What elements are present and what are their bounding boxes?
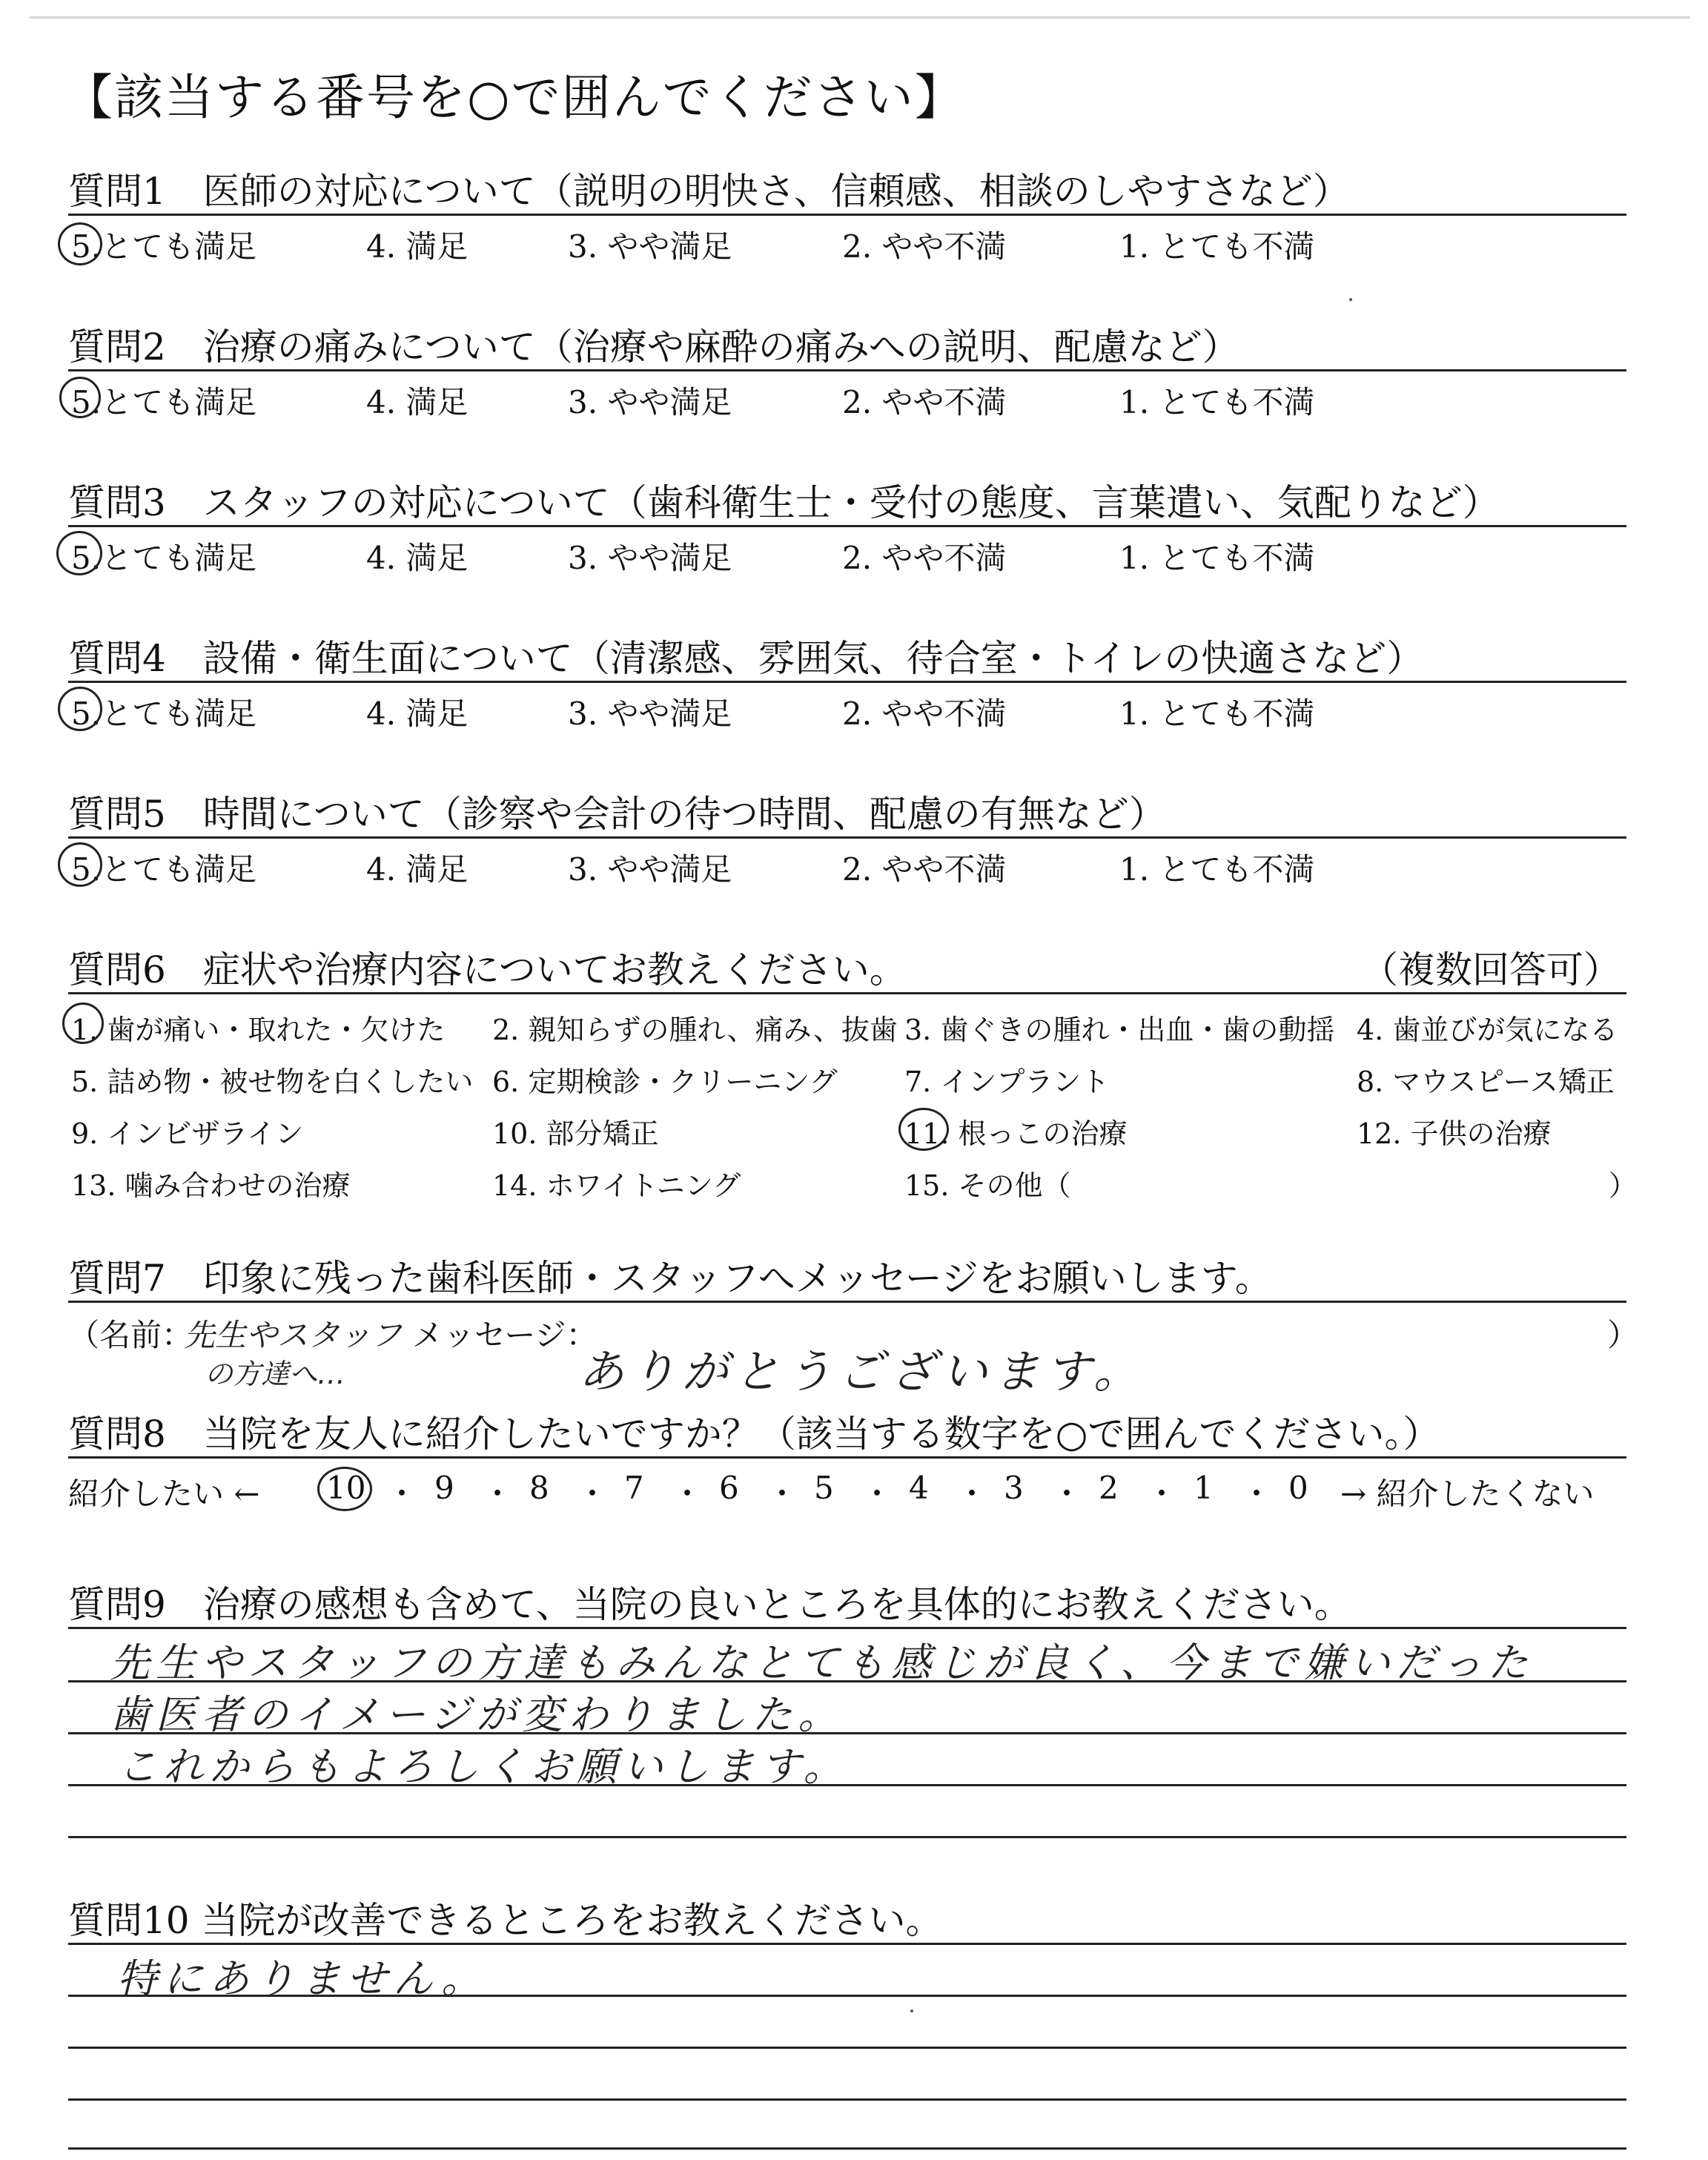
q8-sep: ・ [386, 1476, 418, 1512]
q6-option-9[interactable]: 9. インビザライン [71, 1117, 304, 1150]
question-3-rule [68, 525, 1626, 527]
q4-option-3[interactable]: 3. やや満足 [568, 696, 732, 732]
question-1-heading: 質問1 医師の対応について（説明の明快さ、信頼感、相談のしやすさなど） [68, 170, 1350, 213]
question-3-heading: 質問3 スタッフの対応について（歯科衛生士・受付の態度、言葉遣い、気配りなど） [68, 481, 1500, 524]
question-6-rule [68, 992, 1626, 994]
q6-other-close-paren: ） [1609, 1169, 1638, 1202]
q8-sep: ・ [956, 1476, 988, 1512]
q5-option-2[interactable]: 2. やや不満 [842, 851, 1007, 888]
question-1-rule [68, 214, 1626, 216]
q8-sep: ・ [861, 1476, 893, 1512]
q9-answer-line-2: 歯医者のイメージが変わりました。 [110, 1691, 844, 1738]
q1-option-2[interactable]: 2. やや不満 [842, 228, 1007, 265]
question-10-rule-3 [68, 2047, 1626, 2049]
q6-option-15[interactable]: 15. その他（ [904, 1169, 1071, 1202]
q4-option-4[interactable]: 4. 満足 [366, 696, 469, 732]
q3-option-2[interactable]: 2. やや不満 [842, 540, 1007, 576]
q1-option-3[interactable]: 3. やや満足 [568, 228, 732, 265]
q1-selection-circle [58, 222, 102, 265]
q5-selection-circle [58, 842, 102, 887]
q2-option-2[interactable]: 2. やや不満 [842, 384, 1007, 420]
question-10-rule-5 [68, 2147, 1626, 2150]
q8-sep: ・ [1051, 1476, 1083, 1512]
question-5-rule [68, 836, 1626, 839]
q6-option-2[interactable]: 2. 親知らずの腫れ、痛み、抜歯 [492, 1014, 898, 1046]
q8-sep: ・ [1146, 1476, 1178, 1512]
q6-option-5[interactable]: 5. 詰め物・被せ物を白くしたい [71, 1066, 474, 1098]
question-8-heading: 質問8 当院を友人に紹介したいですか？（該当する数字を○で囲んでください。） [68, 1413, 1440, 1456]
scan-edge [30, 16, 1690, 19]
q5-option-5[interactable]: 5.とても満足 [71, 851, 257, 888]
q8-scale-5[interactable]: 5 [814, 1470, 834, 1506]
q8-scale-4[interactable]: 4 [909, 1470, 929, 1506]
q3-option-4[interactable]: 4. 満足 [366, 540, 469, 576]
question-9-rule-5 [68, 1836, 1626, 1838]
question-6-multiple-note: （複数回答可） [1361, 948, 1621, 991]
q2-selection-circle [59, 377, 101, 418]
q6-option-1[interactable]: 1. 歯が痛い・取れた・欠けた [71, 1014, 446, 1046]
q5-option-1[interactable]: 1. とても不満 [1119, 851, 1315, 888]
q8-sep: ・ [672, 1476, 704, 1512]
q6-option-11[interactable]: 11. 根っこの治療 [904, 1117, 1128, 1150]
q1-option-4[interactable]: 4. 満足 [366, 228, 469, 265]
q10-answer-line-1: 特にありません。 [117, 1955, 488, 2002]
q8-scale-9[interactable]: 9 [434, 1470, 454, 1506]
q8-scale-2[interactable]: 2 [1099, 1470, 1119, 1506]
q8-sep: ・ [482, 1476, 514, 1512]
question-4-rule [68, 681, 1626, 683]
q9-answer-line-3: これからもよろしくお願いします。 [117, 1743, 850, 1790]
question-9-rule-1 [68, 1627, 1626, 1629]
q8-scale-6[interactable]: 6 [719, 1470, 739, 1506]
q8-sep: ・ [1241, 1476, 1273, 1512]
q4-selection-circle [58, 687, 102, 731]
question-5-heading: 質問5 時間について（診察や会計の待つ時間、配慮の有無など） [68, 793, 1166, 836]
q4-option-5[interactable]: 5.とても満足 [71, 696, 257, 732]
q6-option-14[interactable]: 14. ホワイトニング [492, 1169, 741, 1202]
q8-scale-10[interactable]: 10 [326, 1470, 366, 1506]
q4-option-1[interactable]: 1. とても不満 [1119, 696, 1315, 732]
q6-option-4[interactable]: 4. 歯並びが気になる [1357, 1014, 1618, 1046]
q6-selection-circle-11 [898, 1108, 949, 1151]
q6-option-3[interactable]: 3. 歯ぐきの腫れ・出血・歯の動揺 [904, 1014, 1335, 1046]
q5-option-3[interactable]: 3. やや満足 [568, 851, 732, 888]
question-6-heading: 質問6 症状や治療内容についてお教えください。 [68, 948, 907, 991]
q7-close-paren: ） [1607, 1317, 1639, 1353]
q3-option-1[interactable]: 1. とても不満 [1119, 540, 1315, 576]
question-2-rule [68, 369, 1626, 371]
question-7-rule [68, 1301, 1626, 1303]
q3-option-3[interactable]: 3. やや満足 [568, 540, 732, 576]
question-10-rule-4 [68, 2098, 1626, 2101]
q1-option-5[interactable]: 5.とても満足 [71, 228, 257, 265]
question-10-rule-1 [68, 1943, 1626, 1945]
q7-handwritten-message: ありがとうございます。 [578, 1344, 1146, 1398]
scan-speck [910, 2009, 913, 2012]
question-10-heading: 質問10 当院が改善できるところをお教えください。 [68, 1899, 943, 1942]
q8-sep: ・ [577, 1476, 609, 1512]
q6-option-12[interactable]: 12. 子供の治療 [1357, 1117, 1552, 1150]
q2-option-1[interactable]: 1. とても不満 [1119, 384, 1315, 420]
q8-sep: ・ [767, 1476, 798, 1512]
q2-option-3[interactable]: 3. やや満足 [568, 384, 732, 420]
scan-speck [1349, 298, 1352, 301]
question-4-heading: 質問4 設備・衛生面について（清潔感、雰囲気、待合室・トイレの快適さなど） [68, 637, 1424, 680]
form-instruction-title: 【該当する番号を○で囲んでください】 [64, 69, 965, 126]
q7-handwritten-name-line-2: の方達へ… [205, 1358, 346, 1390]
q8-scale-8[interactable]: 8 [529, 1470, 549, 1506]
q8-scale-1[interactable]: 1 [1194, 1470, 1214, 1506]
q3-option-5[interactable]: 5.とても満足 [71, 540, 257, 576]
q7-message-label: メッセージ： [412, 1317, 598, 1353]
q8-right-label: → 紹介したくない [1340, 1476, 1595, 1512]
q6-option-13[interactable]: 13. 噛み合わせの治療 [71, 1169, 351, 1202]
question-8-rule [68, 1456, 1626, 1459]
q1-option-1[interactable]: 1. とても不満 [1119, 228, 1315, 265]
q2-option-5[interactable]: 5.とても満足 [71, 384, 257, 420]
question-7-heading: 質問7 印象に残った歯科医師・スタッフへメッセージをお願いします。 [68, 1257, 1272, 1300]
q6-option-10[interactable]: 10. 部分矯正 [492, 1117, 659, 1150]
q8-scale-3[interactable]: 3 [1004, 1470, 1024, 1506]
q2-option-4[interactable]: 4. 満足 [366, 384, 469, 420]
q6-option-7[interactable]: 7. インプラント [904, 1066, 1110, 1098]
q4-option-2[interactable]: 2. やや不満 [842, 696, 1007, 732]
q6-selection-circle-1 [62, 1003, 104, 1044]
q5-option-4[interactable]: 4. 満足 [366, 851, 469, 888]
q8-left-label: 紹介したい ← [68, 1476, 260, 1512]
question-9-heading: 質問9 治療の感想も含めて、当院の良いところを具体的にお教えください。 [68, 1583, 1351, 1626]
q8-scale-7[interactable]: 7 [624, 1470, 644, 1506]
q9-answer-line-1: 先生やスタッフの方達もみんなとても感じが良く、今まで嫌いだった [110, 1639, 1534, 1686]
q8-selection-circle [317, 1467, 372, 1511]
q7-name-label: （名前： [68, 1317, 193, 1353]
question-2-heading: 質問2 治療の痛みについて（治療や麻酔の痛みへの説明、配慮など） [68, 326, 1239, 369]
q6-option-6[interactable]: 6. 定期検診・クリーニング [492, 1066, 838, 1098]
q3-selection-circle [56, 531, 102, 575]
q7-handwritten-name-line-1: 先生やスタッフ [184, 1317, 403, 1353]
q8-scale-0[interactable]: 0 [1288, 1470, 1308, 1506]
q6-option-8[interactable]: 8. マウスピース矯正 [1357, 1066, 1615, 1098]
